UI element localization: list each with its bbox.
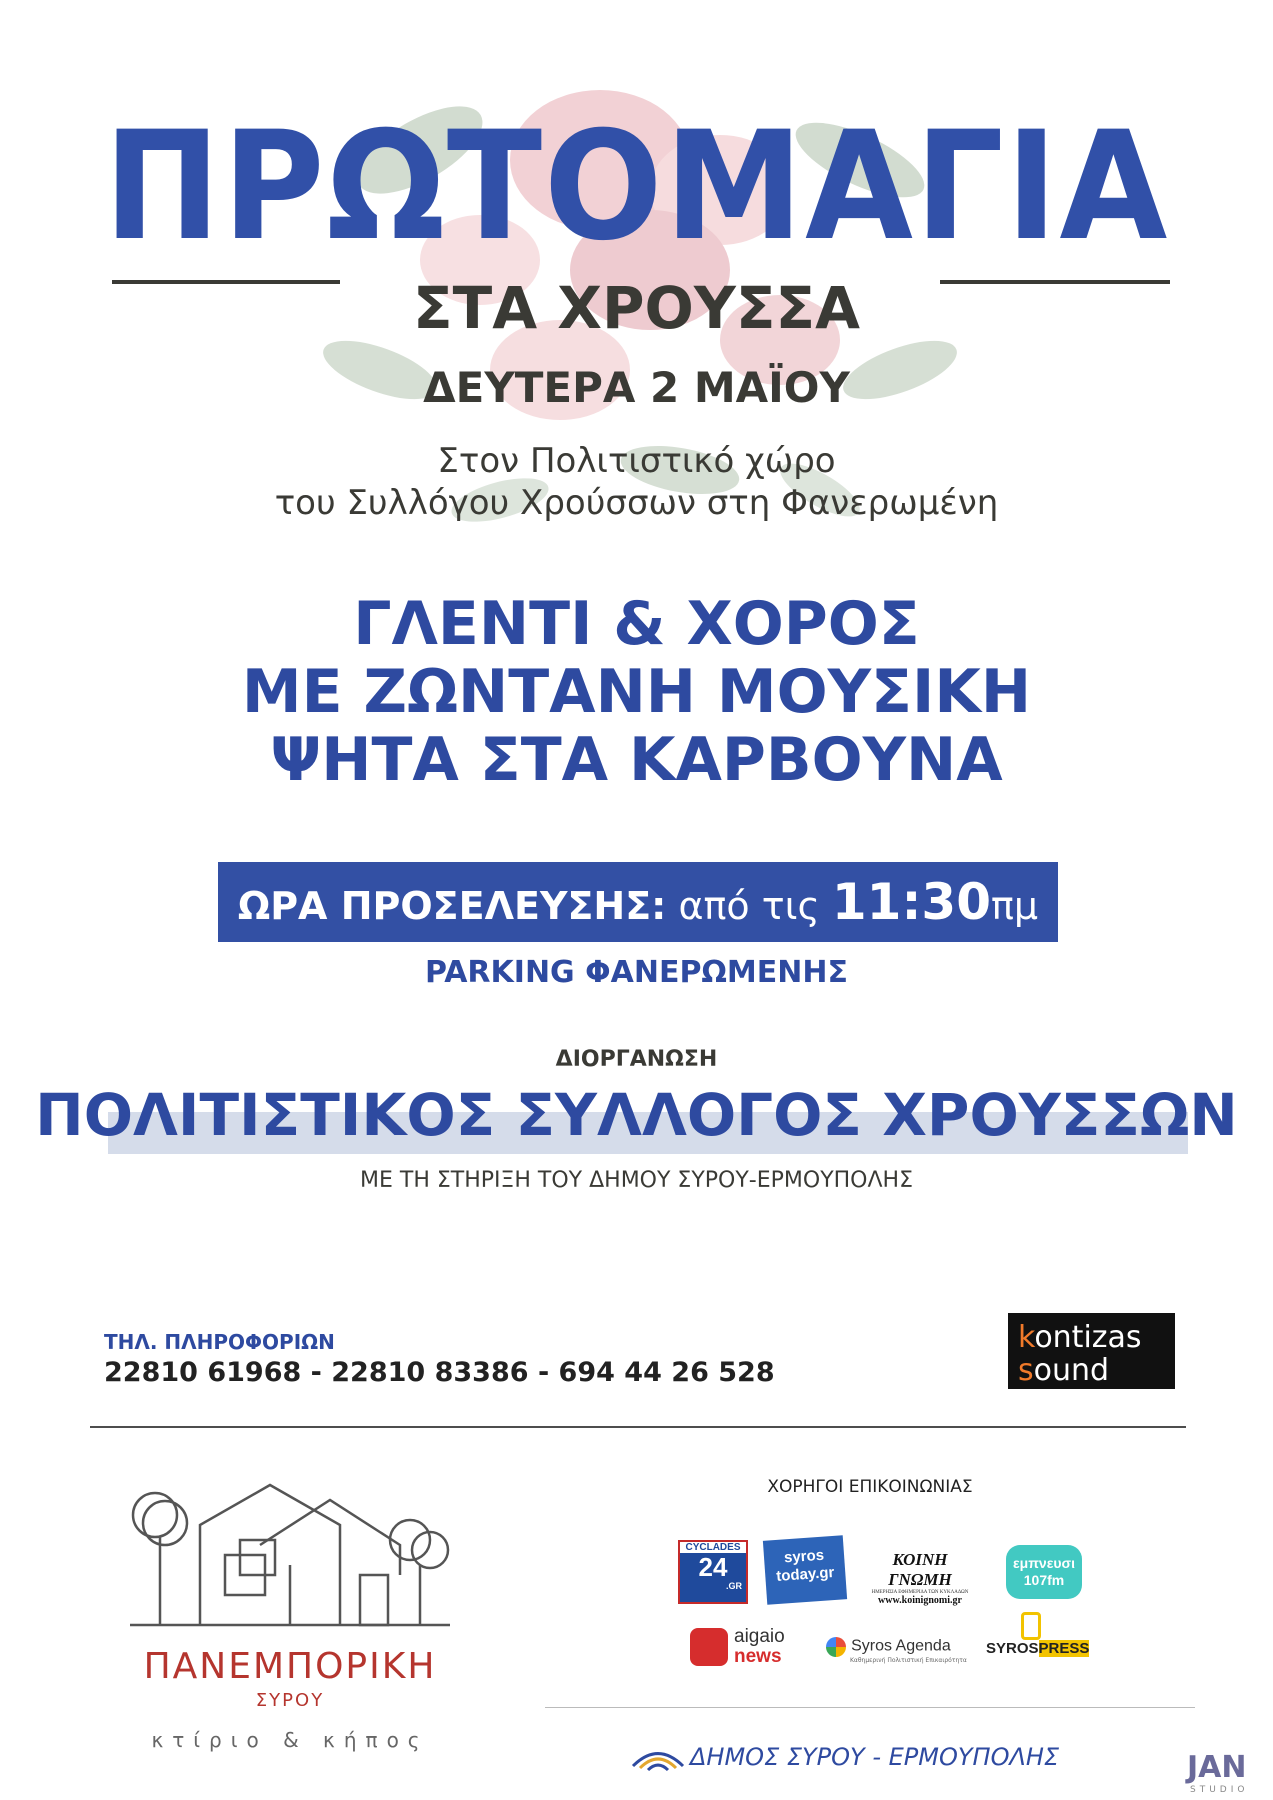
organizer-name: ΠΟΛΙΤΙΣΤΙΚΟΣ ΣΥΛΛΟΓΟΣ ΧΡΟΥΣΣΩΝ — [35, 1081, 1238, 1149]
venue-line-2: του Συλλόγου Χρούσσων στη Φανερωμένη — [274, 483, 999, 523]
venue-line-1: Στον Πολιτιστικό χώρο — [437, 441, 836, 481]
syrospress-logo: SYROSPRESS — [986, 1612, 1076, 1657]
koinignomi-logo: ΚΟΙΝΗ ΓΝΩΜΗ ΗΜΕΡΗΣΙΑ ΕΦΗΜΕΡΙΔΑ ΤΩΝ ΚΥΚΛΑΔΩΝ www.koinignomi.gr — [871, 1550, 969, 1606]
arrival-time-suffix: πμ — [991, 884, 1039, 928]
arrival-time-label: ΩΡΑ ΠΡΟΣΕΛΕΥΣΗΣ: — [237, 884, 667, 928]
organizer-label: ΔΙΟΡΓΑΝΩΣΗ — [555, 1047, 718, 1072]
panemporiki-house-icon — [110, 1455, 470, 1635]
aigaionews-icon — [690, 1628, 728, 1666]
venue-description — [0, 440, 1273, 524]
event-location-title: ΣΤΑ ΧΡΟΥΣΣΑ — [413, 274, 860, 342]
event-features — [0, 590, 1273, 794]
panemporiki-name: ΠΑΝΕΜΠΟΡΙΚΗ — [143, 1646, 437, 1687]
arrival-time-prefix: από τις — [678, 884, 820, 928]
sponsors-divider — [545, 1707, 1195, 1708]
parking-info: PARKING ΦΑΝΕΡΩΜΕΝΗΣ — [424, 955, 848, 990]
contact-label: ΤΗΛ. ΠΛΗΡΟΦΟΡΙΩΝ — [104, 1330, 335, 1354]
kontizas-sound-logo: kontizas sound — [1008, 1313, 1175, 1389]
arrival-time-value: 11:30 — [831, 873, 992, 931]
dimos-name: ΔΗΜΟΣ ΣΥΡΟΥ - ΕΡΜΟΥΠΟΛΗΣ — [690, 1743, 1060, 1771]
dimos-emblem-icon — [628, 1736, 688, 1776]
contact-phones: 22810 61968 - 22810 83386 - 694 44 26 528 — [104, 1357, 775, 1388]
event-date: ΔΕΥΤΕΡΑ 2 ΜΑΪΟΥ — [423, 363, 850, 412]
media-sponsors-label: ΧΟΡΗΓΟΙ ΕΠΙΚΟΙΝΩΝΙΑΣ — [767, 1477, 973, 1497]
jan-studio-logo: JAN — [1187, 1750, 1247, 1785]
support-text: ΜΕ ΤΗ ΣΤΗΡΙΞΗ ΤΟΥ ΔΗΜΟΥ ΣΥΡΟΥ-ΕΡΜΟΥΠΟΛΗΣ — [360, 1168, 913, 1193]
panemporiki-tagline: κτίριο & κήπος — [151, 1728, 429, 1752]
event-title: ΠΡΩΤΟΜΑΓΙΑ — [103, 100, 1170, 274]
syrosagenda-logo: Syros Agenda Καθημερινή Πολιτιστική Επικαιρότητα — [826, 1636, 976, 1664]
panemporiki-sub: ΣΥΡΟΥ — [255, 1690, 325, 1711]
empneusi-radio-logo: εμπνευσι 107fm — [1006, 1545, 1082, 1599]
jan-studio-sub: STUDIO — [1190, 1785, 1249, 1795]
feature-line: ΜΕ ΖΩΝΤΑΝΗ ΜΟΥΣΙΚΗ — [241, 657, 1032, 727]
pinwheel-icon — [826, 1637, 846, 1657]
arrival-time-banner — [218, 862, 1058, 942]
cyclades24-logo: CYCLADES 24 .GR — [678, 1540, 748, 1604]
aigaionews-logo: aigaio news — [690, 1626, 810, 1670]
syrospress-icon — [1021, 1612, 1041, 1640]
feature-line: ΓΛΕΝΤΙ & ΧΟΡΟΣ — [353, 589, 920, 659]
syrostoday-logo: syros today.gr — [763, 1535, 847, 1604]
feature-line: ΨΗΤΑ ΣΤΑ ΚΑΡΒΟΥΝΑ — [270, 725, 1003, 795]
footer-divider — [90, 1426, 1186, 1428]
